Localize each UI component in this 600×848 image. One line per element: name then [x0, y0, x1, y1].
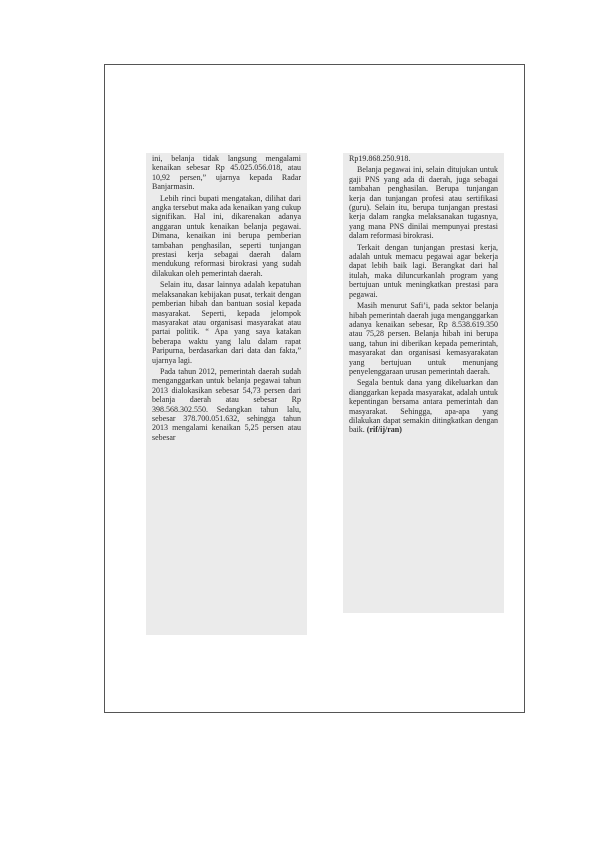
paragraph: Pada tahun 2012, pemerintah daerah sudah menganggarkan untuk belanja pegawai tahun 2013 dialokasikan sebesar 54,73 persen dari belanja daerah atau sebesar Rp 398.568.302.550. Sedangkan tahun lalu, sebesar 378.700.051.632, sehingga tahun 2013 mengalami kenaikan 5,25 persen atau sebesar: [152, 366, 301, 442]
article-column-right: [343, 153, 504, 613]
page-frame: [104, 64, 525, 713]
article-column-left: [146, 153, 307, 635]
paragraph: Lebih rinci bupati mengatakan, dilihat dari angka tersebut maka ada kenaikan yang cukup signifikan. Hal ini, dikarenakan adanya anggaran untuk kenaikan belanja pegawai. Dimana, kenaikan ini berupa pemberian tambahan penghasilan, seperti tunjangan prestasi kerja sebagai daerah dalam mendukung reformasi birokrasi yang sudah dilakukan oleh pemerintah daerah.: [152, 193, 301, 278]
paragraph: ini, belanja tidak langsung mengalami kenaikan sebesar Rp 45.025.056.018, atau 10,92 persen,” ujarnya kepada Radar Banjarmasin.: [152, 154, 301, 192]
paragraph: Masih menurut Safi’i, pada sektor belanja hibah pemerintah daerah juga menganggarkan adanya kenaikan sebesar, Rp 8.538.619.350 atau 75,28 persen. Belanja hibah ini berupa uang, tahun ini diberikan kepada pemerintah, masyarakat dan organisasi kemasyarakatan yang bertujuan untuk menunjang penyelenggaraan urusan pemerintah daerah.: [349, 301, 498, 376]
paragraph: Terkait dengan tunjangan prestasi kerja, adalah untuk memacu pegawai agar bekerja dapat lebih baik lagi. Berangkat dari hal itulah, maka diluncurkanlah program yang bertujuan untuk meningkatkan prestasi para pegawai.: [349, 242, 498, 299]
paragraph: Rp19.868.250.918.: [349, 154, 411, 163]
paragraph: Belanja pegawai ini, selain ditujukan untuk gaji PNS yang ada di daerah, juga sebagai tambahan penghasilan. Berupa tunjangan kerja dan tunjangan profesi atau sertifikasi (guru). Selain itu, berupa tunjangan prestasi kerja dalam rangka melaksanakan tugasnya, yang mana PNS dinilai mempunyai prestasi dalam reformasi birokrasi.: [349, 165, 498, 241]
paragraph-final: [349, 378, 498, 434]
paragraph: Selain itu, dasar lainnya adalah kepatuhan melaksanakan kebijakan pusat, terkait dengan pemberian hibah dan bantuan sosial kepada masyarakat. Seperti, kepada jelompok masyarakat atau organisasi masyarakat atau partai politik. “ Apa yang saya katakan beberapa waktu yang lalu dalam rapat Paripurna, berdasarkan dari data dan fakta,” ujarnya lagi.: [152, 280, 301, 365]
author-signature: (rif/ij/ran): [366, 425, 402, 435]
paragraph-text: Segala bentuk dana yang dikeluarkan dan dianggarkan kepada masyarakat, adalah untuk kepentingan bersama antara pemerintah dan masyarakat. Sehingga, apa-apa yang dilakukan dapat semakin ditingkatkan dengan baik.: [349, 378, 498, 435]
